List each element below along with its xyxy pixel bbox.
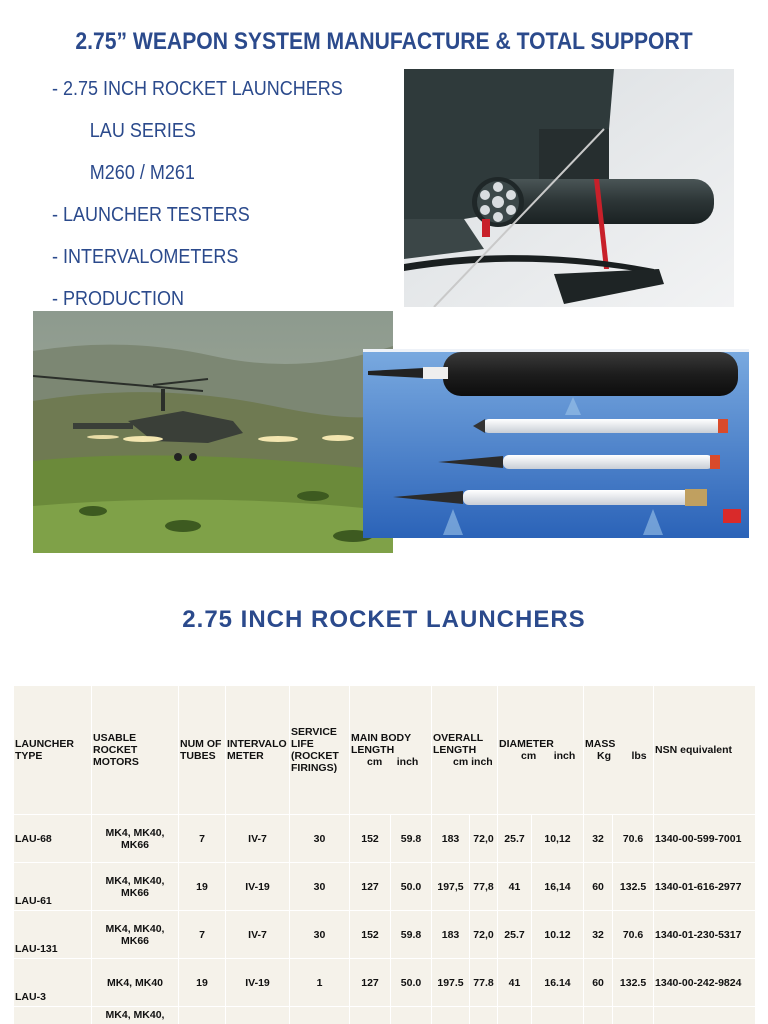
bullet-m260-m261: M260 / M261 <box>89 162 195 184</box>
cell-overall-inch: 77.8 <box>470 959 498 1007</box>
header-intervalometer: INTERVALO METER <box>226 686 290 815</box>
cell-type: LAU-131 <box>14 911 92 959</box>
bullet-intervalometers: - INTERVALOMETERS <box>52 246 239 268</box>
cell-nsn: 1340-01-616-2977 <box>654 863 755 911</box>
cell-motors: MK4, MK40, MK66 <box>92 863 179 911</box>
cell-tubes: 19 <box>179 959 226 1007</box>
header-nsn: NSN equivalent <box>654 686 755 815</box>
header-num-tubes: NUM OF TUBES <box>179 686 226 815</box>
header-diameter-label: DIAMETER <box>499 738 554 750</box>
cell-diameter-cm: 41 <box>498 863 532 911</box>
cell-tubes: 19 <box>179 863 226 911</box>
bullet-production: - PRODUCTION <box>52 288 185 310</box>
cell-nsn: 1340-01-230-5317 <box>654 911 755 959</box>
cell-nsn: 1340-00-242-9824 <box>654 959 755 1007</box>
launcher-spec-table <box>13 685 755 1024</box>
header-overall <box>432 686 498 815</box>
header-overall-label: OVERALL LENGTH <box>433 732 483 756</box>
cell-service-life: 30 <box>290 863 350 911</box>
cell-overall-inch: 72,0 <box>470 911 498 959</box>
cell-motors: MK4, MK40 <box>92 959 179 1007</box>
header-diameter-units: cm inch <box>521 750 576 762</box>
cell-overall-cm: 197.5 <box>432 959 470 1007</box>
table-row <box>14 815 756 863</box>
cell-main-body-cm: 127 <box>350 959 391 1007</box>
header-mass-units: Kg lbs <box>597 750 647 762</box>
header-mass <box>584 686 654 815</box>
cell-mass-kg: 32 <box>584 815 613 863</box>
cell-diameter-inch: 10,12 <box>532 815 584 863</box>
cell-main-body-cm: 127 <box>350 863 391 911</box>
cell-diameter-inch: 16,14 <box>532 863 584 911</box>
cell-service-life: 30 <box>290 911 350 959</box>
cell-mass-kg <box>584 1007 613 1024</box>
cell-intervalometer: IV-7 <box>226 911 290 959</box>
cell-main-body-cm: 152 <box>350 911 391 959</box>
launcher-and-rockets-photo <box>363 349 749 538</box>
cell-main-body-inch: 59.8 <box>391 815 432 863</box>
cell-overall-inch: 72,0 <box>470 815 498 863</box>
cell-service-life: 1 <box>290 959 350 1007</box>
cell-diameter-cm: 25.7 <box>498 815 532 863</box>
header-main-body-label: MAIN BODY LENGTH <box>351 732 411 756</box>
cell-mass-lbs: 70.6 <box>613 815 654 863</box>
cell-type <box>14 1007 92 1024</box>
cell-overall-cm: 197,5 <box>432 863 470 911</box>
cell-type: LAU-61 <box>14 863 92 911</box>
bullet-lau-series: LAU SERIES <box>89 120 196 142</box>
header-usable-motors: USABLE ROCKET MOTORS <box>92 686 179 815</box>
header-launcher-type: LAUNCHER TYPE <box>14 686 92 815</box>
cell-diameter-inch: 16.14 <box>532 959 584 1007</box>
cell-mass-lbs: 132.5 <box>613 863 654 911</box>
cell-type: LAU-3 <box>14 959 92 1007</box>
launcher-on-helicopter-photo <box>404 69 734 307</box>
header-main-body-units: cm inch <box>367 756 419 768</box>
cell-tubes: 7 <box>179 911 226 959</box>
cell-main-body-cm: 152 <box>350 815 391 863</box>
cell-mass-lbs <box>613 1007 654 1024</box>
cell-main-body-inch: 50.0 <box>391 863 432 911</box>
cell-overall-inch: 77,8 <box>470 863 498 911</box>
bullet-rocket-launchers: - 2.75 INCH ROCKET LAUNCHERS <box>52 78 343 100</box>
cell-overall-cm: 183 <box>432 911 470 959</box>
cell-mass-lbs: 132.5 <box>613 959 654 1007</box>
cell-diameter-inch <box>532 1007 584 1024</box>
header-service-life: SERVICE LIFE (ROCKET FIRINGS) <box>290 686 350 815</box>
cell-diameter-cm: 41 <box>498 959 532 1007</box>
cell-intervalometer: IV-7 <box>226 815 290 863</box>
cell-service-life: 30 <box>290 815 350 863</box>
cell-tubes: 7 <box>179 815 226 863</box>
cell-diameter-inch: 10.12 <box>532 911 584 959</box>
cell-mass-lbs: 70.6 <box>613 911 654 959</box>
helicopter-firing-photo <box>33 311 393 553</box>
table-row <box>14 911 756 959</box>
header-main-body <box>350 686 432 815</box>
cell-motors: MK4, MK40, <box>92 1007 179 1024</box>
cell-intervalometer: IV-19 <box>226 959 290 1007</box>
cell-main-body-inch: 59.8 <box>391 911 432 959</box>
cell-main-body-inch <box>391 1007 432 1024</box>
cell-overall-cm: 183 <box>432 815 470 863</box>
table-row <box>14 959 756 1007</box>
table-row <box>14 863 756 911</box>
section-title: 2.75 INCH ROCKET LAUNCHERS <box>182 606 586 633</box>
cell-type: LAU-68 <box>14 815 92 863</box>
page-title: 2.75” WEAPON SYSTEM MANUFACTURE & TOTAL SUPPORT <box>75 28 693 55</box>
table-header-row <box>14 686 756 815</box>
cell-overall-cm <box>432 1007 470 1024</box>
cell-nsn: 1340-00-599-7001 <box>654 815 755 863</box>
cell-mass-kg: 32 <box>584 911 613 959</box>
header-overall-units: cm inch <box>453 756 493 768</box>
cell-nsn <box>654 1007 755 1024</box>
cell-main-body-inch: 50.0 <box>391 959 432 1007</box>
cell-motors: MK4, MK40, MK66 <box>92 815 179 863</box>
cell-diameter-cm <box>498 1007 532 1024</box>
cell-intervalometer: IV-19 <box>226 863 290 911</box>
cell-mass-kg: 60 <box>584 959 613 1007</box>
cell-service-life <box>290 1007 350 1024</box>
header-diameter <box>498 686 584 815</box>
cell-main-body-cm <box>350 1007 391 1024</box>
cell-motors: MK4, MK40, MK66 <box>92 911 179 959</box>
bullet-launcher-testers: - LAUNCHER TESTERS <box>52 204 250 226</box>
table-row <box>14 1007 756 1024</box>
cell-intervalometer <box>226 1007 290 1024</box>
cell-tubes <box>179 1007 226 1024</box>
cell-mass-kg: 60 <box>584 863 613 911</box>
header-mass-label: MASS <box>585 738 616 750</box>
cell-diameter-cm: 25.7 <box>498 911 532 959</box>
cell-overall-inch <box>470 1007 498 1024</box>
